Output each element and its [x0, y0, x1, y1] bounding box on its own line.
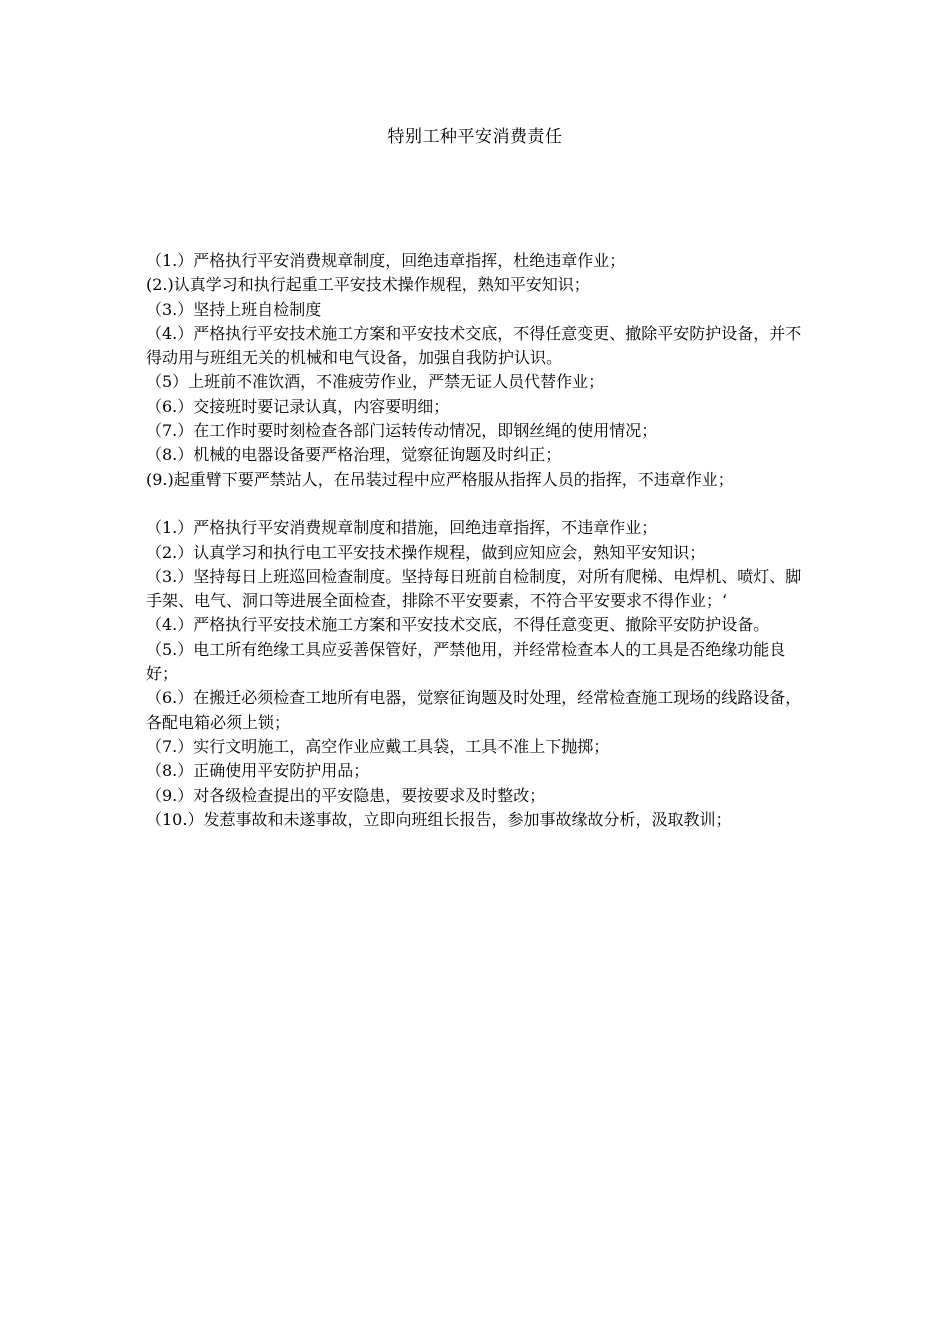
list-item: （6.）交接班时要记录认真，内容要明细； [146, 396, 450, 416]
list-item: (9.)起重臂下要严禁站人，在吊装过程中应严格服从指挥人员的指挥，不违章作业； [146, 469, 734, 489]
list-item: （4.）严格执行平安技术施工方案和平安技术交底，不得任意变更、撤除平安防护设备。 [146, 615, 770, 635]
list-item: （9.）对各级检查提出的平安隐患，要按要求及时整改； [146, 785, 546, 805]
list-item: （1.）严格执行平安消费规章制度和措施，回绝违章指挥，不违章作业； [146, 518, 658, 538]
list-item: （5.）电工所有绝缘工具应妥善保管好，严禁他用，并经常检查本人的工具是否绝缘功能良好； [146, 639, 786, 684]
list-item: （5）上班前不准饮酒，不准疲劳作业，严禁无证人员代替作业； [146, 372, 605, 392]
list-item: （2.）认真学习和执行电工平安技术操作规程，做到应知应会，熟知平安知识； [146, 542, 706, 562]
list-item: （10.）发惹事故和未遂事故，立即向班组长报告，参加事故缘故分析，汲取教训； [146, 809, 732, 829]
list-item: （7.）实行文明施工，高空作业应戴工具袋，工具不准上下抛掷； [146, 736, 610, 756]
list-item: （6.）在搬迁必须检查工地所有电器，觉察征询题及时处理，经常检查施工现场的线路设备，各配电箱必须上锁； [146, 688, 802, 732]
section-gap [146, 492, 806, 516]
document-body [146, 249, 806, 832]
list-item: （4.）严格执行平安技术施工方案和平安技术交底，不得任意变更、撤除平安防护设备，并不得动用与班组无关的机械和电气设备，加强自我防护认识。 [146, 323, 802, 368]
list-item: （1.）严格执行平安消费规章制度，回绝违章指挥，杜绝违章作业； [146, 251, 626, 270]
list-item: （8.）正确使用平安防护用品； [146, 761, 370, 781]
document-title: 特别工种平安消费责任 [387, 127, 563, 147]
list-item: （3.）坚持上班自检制度 [146, 299, 322, 319]
list-item: (2.)认真学习和执行起重工平安技术操作规程，熟知平安知识； [146, 275, 590, 295]
list-item: （7.）在工作时要时刻检查各部门运转传动情况，即钢丝绳的使用情况； [146, 421, 658, 441]
list-item: （3.）坚持每日上班巡回检查制度。坚持每日班前自检制度，对所有爬梯、电焊机、喷灯、脚手架、电气、洞口等进展全面检查，排除不平安要素，不符合平安要求不得作业；‘ [146, 566, 802, 611]
list-item: （8.）机械的电器设备要严格治理，觉察征询题及时纠正； [146, 445, 562, 465]
